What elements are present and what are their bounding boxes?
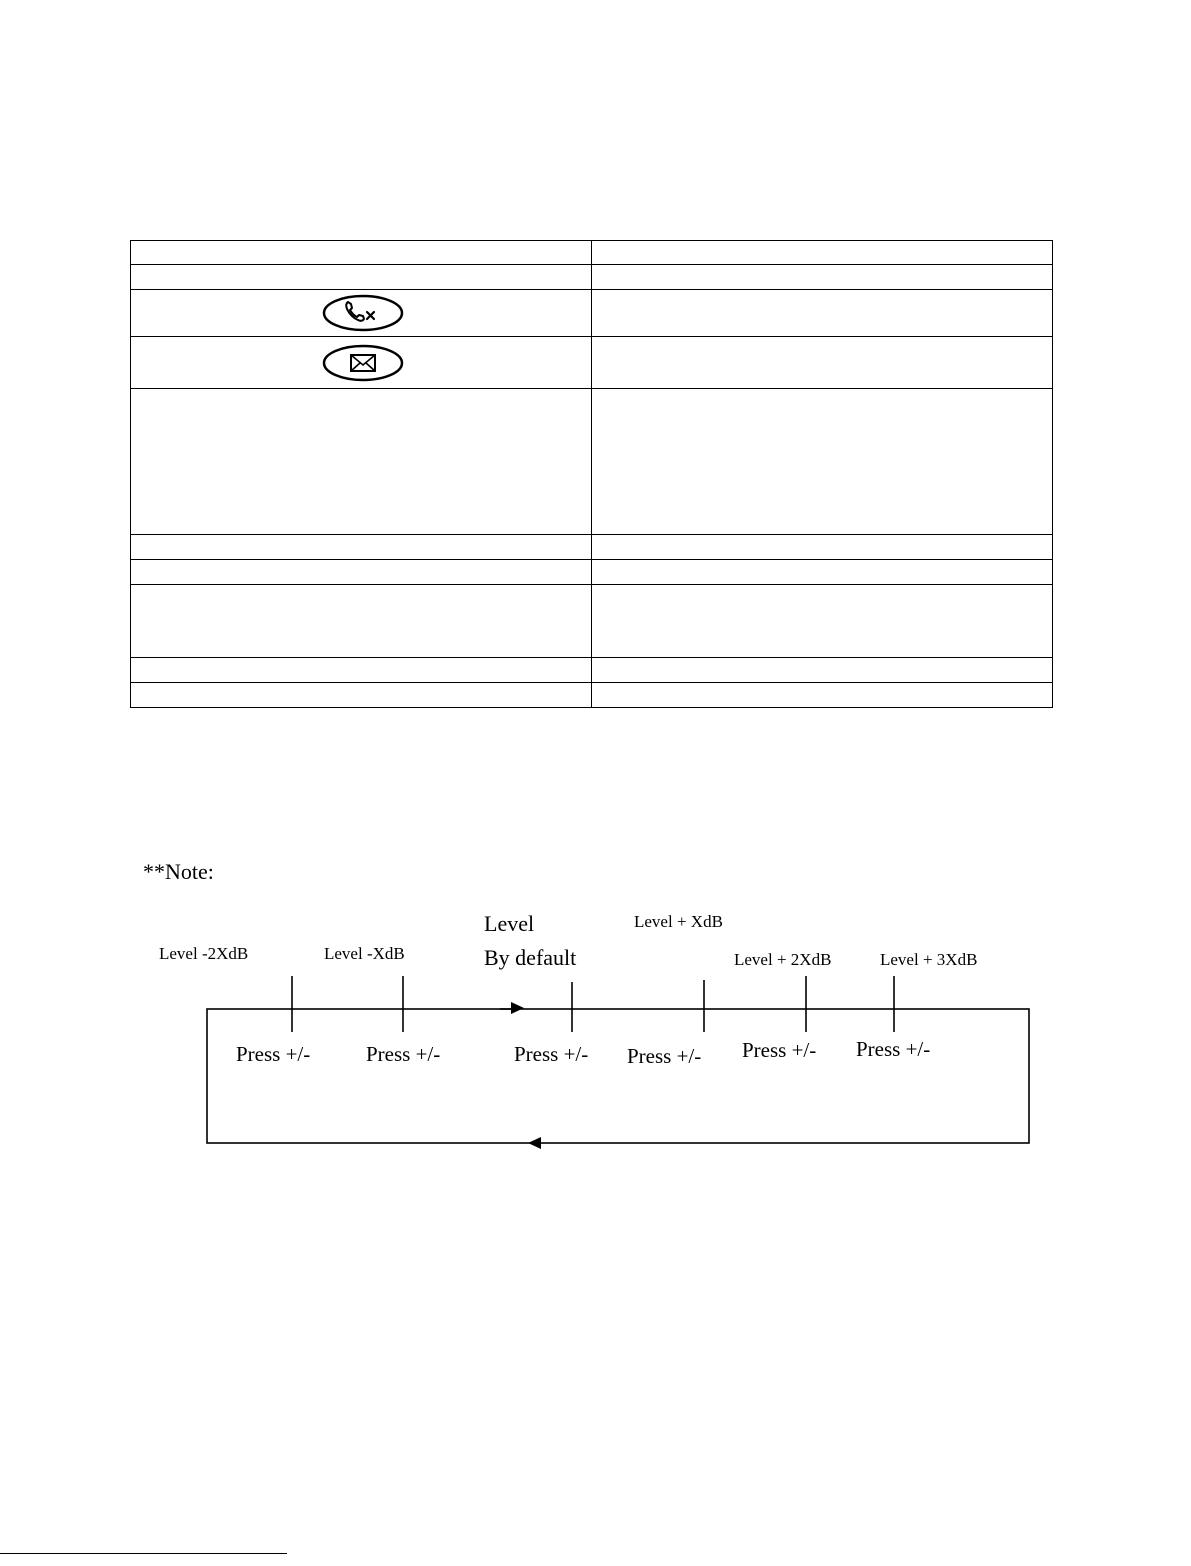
key-function-table — [130, 240, 1053, 708]
table-row — [131, 265, 1053, 290]
loop-outline — [207, 1009, 1029, 1143]
press-label: Press +/- — [366, 1042, 441, 1066]
table-row — [131, 658, 1053, 683]
arrow-right — [511, 1002, 524, 1014]
table-row — [131, 337, 1053, 389]
table-row — [131, 290, 1053, 337]
press-label: Press +/- — [742, 1038, 817, 1062]
footnote-separator — [0, 1553, 287, 1554]
table-cell-key — [131, 290, 592, 337]
table-row — [131, 560, 1053, 585]
arrow-left — [528, 1137, 541, 1149]
table-cell-key — [131, 585, 592, 658]
table-cell-function — [592, 337, 1053, 389]
table-cell-key — [131, 337, 592, 389]
table-cell-function — [592, 560, 1053, 585]
level-label: Level -2XdB — [159, 944, 249, 963]
message-key-icon — [321, 343, 405, 383]
level-label: By default — [484, 945, 577, 970]
table-cell-key — [131, 241, 592, 265]
table-cell-key — [131, 389, 592, 535]
missed-call-key-icon — [321, 293, 405, 333]
table-cell-function — [592, 658, 1053, 683]
table-row — [131, 389, 1053, 535]
table-cell-function — [592, 241, 1053, 265]
table-cell-key — [131, 265, 592, 290]
table-cell-function — [592, 290, 1053, 337]
level-label: Level -XdB — [324, 944, 405, 963]
table-cell-function — [592, 683, 1053, 708]
table-cell-key — [131, 658, 592, 683]
press-label: Press +/- — [627, 1044, 702, 1068]
press-label: Press +/- — [236, 1042, 311, 1066]
table-cell-key — [131, 535, 592, 560]
table-row — [131, 683, 1053, 708]
level-label: Level + XdB — [634, 912, 723, 931]
table-row — [131, 585, 1053, 658]
cycle-loop — [0, 900, 1191, 1160]
level-label: Level — [484, 911, 535, 936]
level-label: Level + 3XdB — [880, 950, 978, 969]
table-cell-function — [592, 265, 1053, 290]
table-cell-key — [131, 683, 592, 708]
press-label: Press +/- — [514, 1042, 589, 1066]
note-label: **Note: — [143, 859, 214, 884]
press-label: Press +/- — [856, 1037, 931, 1061]
table-row — [131, 535, 1053, 560]
table-cell-key — [131, 560, 592, 585]
table-cell-function — [592, 535, 1053, 560]
table-cell-function — [592, 389, 1053, 535]
level-label: Level + 2XdB — [734, 950, 832, 969]
table-row — [131, 241, 1053, 265]
table-cell-function — [592, 585, 1053, 658]
